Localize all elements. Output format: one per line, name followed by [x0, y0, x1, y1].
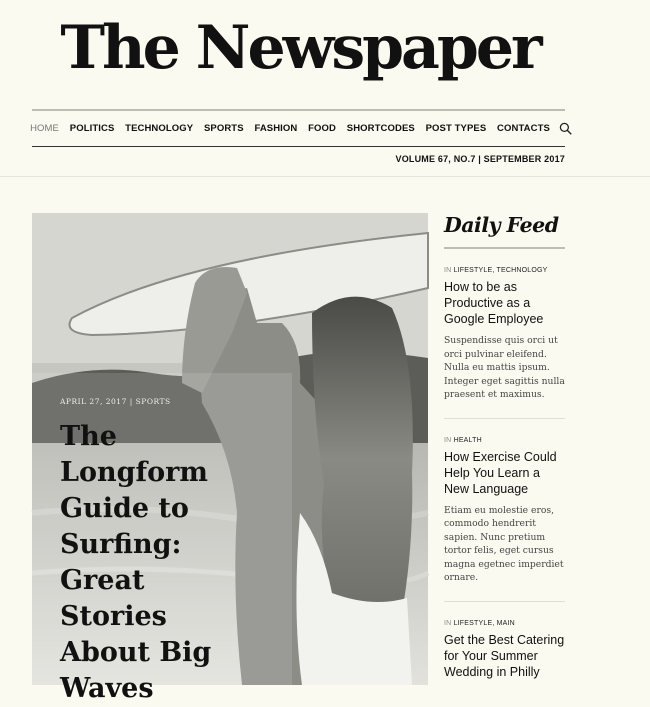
feed-post-categories: [444, 267, 565, 274]
hero-article[interactable]: [32, 213, 428, 704]
hero-category[interactable]: SPORTS: [135, 397, 171, 406]
hero-meta-separator: |: [129, 397, 133, 406]
main-nav: [32, 109, 565, 147]
nav-item-home[interactable]: HOME: [30, 123, 59, 134]
feed-category-link[interactable]: LIFESTYLE, MAIN: [453, 619, 515, 627]
nav-item-sports[interactable]: SPORTS: [203, 123, 244, 134]
feed-post: [444, 249, 565, 402]
search-icon[interactable]: [559, 122, 572, 136]
nav-item-post-types[interactable]: POST TYPES: [425, 123, 487, 134]
issue-volume: VOLUME 67, NO.7: [395, 154, 476, 164]
feed-in-label: IN: [444, 436, 452, 444]
feed-post-excerpt: Suspendisse quis orci ut orci pulvinar eleifend. Nulla eu mattis ipsum. Integer eget sagittis nulla praesent et maximus.: [444, 335, 565, 400]
feed-post-headline[interactable]: How to be as Productive as a Google Employee: [444, 280, 544, 326]
feed-post-headline[interactable]: How Exercise Could Help You Learn a New Language: [444, 449, 557, 496]
feed-post-headline[interactable]: Get the Best Catering for Your Summer Wedding in Philly: [444, 632, 565, 679]
nav-item-shortcodes[interactable]: SHORTCODES: [346, 123, 415, 134]
feed-in-label: IN: [444, 619, 452, 627]
nav-item-politics[interactable]: POLITICS: [69, 123, 115, 134]
masthead: [0, 12, 600, 84]
nav-item-contacts[interactable]: CONTACTS: [497, 123, 550, 134]
hero-meta: [60, 397, 171, 406]
issue-date: SEPTEMBER 2017: [483, 154, 565, 164]
nav-item-food[interactable]: FOOD: [308, 123, 336, 134]
daily-feed: [444, 213, 565, 687]
feed-category-link[interactable]: LIFESTYLE, TECHNOLOGY: [453, 267, 548, 274]
nav-item-fashion[interactable]: FASHION: [254, 123, 298, 134]
feed-category-link[interactable]: HEALTH: [453, 436, 482, 444]
feed-post: [444, 418, 565, 585]
issue-separator: |: [478, 154, 481, 164]
feed-post-categories: [444, 437, 565, 444]
hero-title[interactable]: The Longform Guide to Surfing: Great Stories About Big Waves: [60, 421, 212, 704]
feed-in-label: IN: [444, 267, 452, 274]
site-title[interactable]: The Newspaper: [60, 13, 540, 83]
feed-post-excerpt: Etiam eu molestie eros, commodo hendrerit sapien. Nunc pretium tortor felis, eget cursus magna egetnec imperdiet ornare.: [444, 504, 564, 583]
header-divider: [0, 176, 650, 177]
nav-item-technology[interactable]: TECHNOLOGY: [125, 123, 194, 134]
feed-post: [444, 601, 565, 680]
daily-feed-title: Daily Feed: [444, 213, 565, 249]
hero-date: APRIL 27, 2017: [60, 397, 127, 406]
issue-info: [396, 154, 566, 164]
feed-post-categories: [444, 620, 565, 627]
